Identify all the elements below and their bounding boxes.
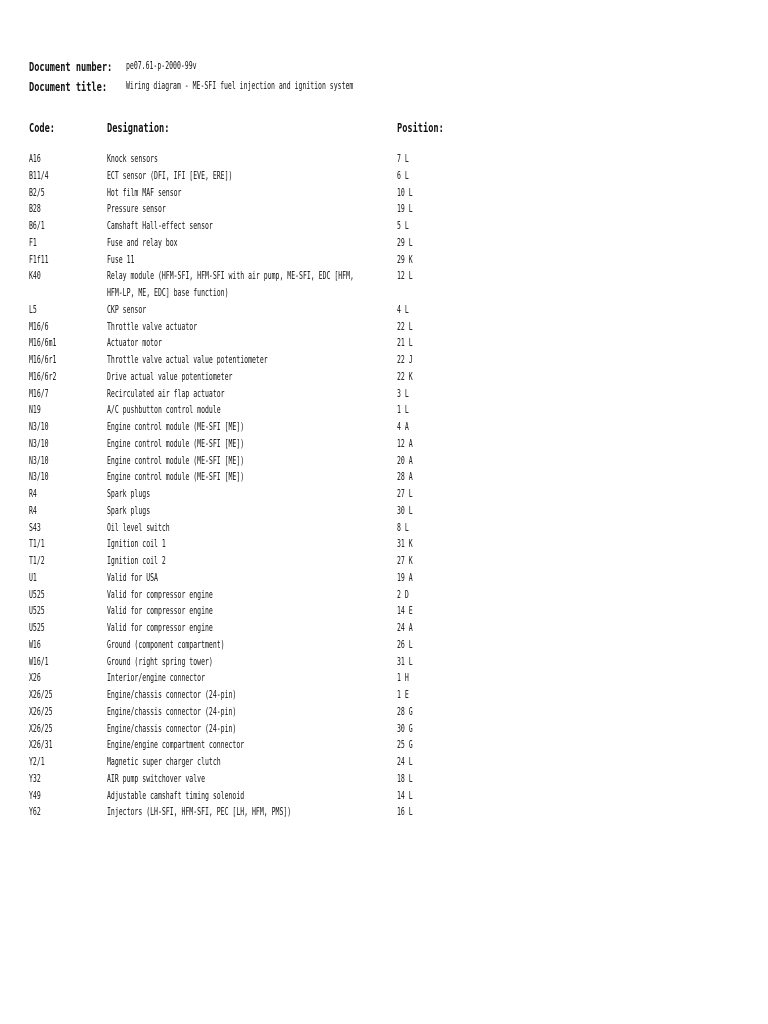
table-row: [0, 419, 768, 436]
row-position: 12 L: [397, 270, 413, 283]
row-designation-line: Adjustable camshaft timing solenoid: [107, 789, 245, 802]
row-position: 22 K: [397, 370, 413, 383]
table-row: [0, 252, 768, 269]
table-row: [0, 453, 768, 470]
row-code: B6/1: [29, 220, 45, 232]
row-designation: [107, 788, 244, 805]
table-row: [0, 654, 768, 671]
row-designation-line: AIR pump switchover valve: [107, 772, 205, 785]
table-row: [0, 369, 768, 386]
row-designation: [107, 637, 225, 654]
row-code: A16: [29, 153, 41, 165]
row-designation-line: Engine control module (ME-SFI [ME]): [107, 421, 245, 433]
table-row: [0, 737, 768, 754]
row-code: W16: [29, 638, 41, 651]
row-position: 2 D: [397, 588, 409, 601]
row-designation-line: Hot film MAF sensor: [107, 186, 182, 199]
row-designation: [107, 453, 244, 470]
document-number-label: Document number:: [29, 60, 113, 74]
document-title-value: Wiring diagram - ME-SFI fuel injection and ignition system: [126, 80, 354, 92]
row-designation-line: Engine control module (ME-SFI [ME]): [107, 471, 245, 484]
table-row: [0, 637, 768, 654]
row-code: N3/10: [29, 437, 49, 450]
row-position: 3 L: [397, 387, 409, 400]
row-position: 27 K: [397, 555, 413, 567]
row-code: B2/5: [29, 186, 45, 199]
row-code: Y49: [29, 789, 41, 802]
row-position: 30 G: [397, 722, 413, 735]
row-designation-line: Spark plugs: [107, 488, 151, 500]
row-position: 30 L: [397, 504, 413, 517]
table-row: [0, 486, 768, 503]
row-code: U525: [29, 588, 45, 601]
table-row: [0, 319, 768, 336]
row-designation: [107, 235, 178, 252]
row-position: 27 L: [397, 488, 413, 500]
row-code: Y2/1: [29, 756, 45, 768]
row-position: 26 L: [397, 638, 413, 651]
table-row: [0, 704, 768, 721]
table-row: [0, 520, 768, 537]
row-position: 4 L: [397, 303, 409, 316]
row-designation-line: Interior/engine connector: [107, 672, 205, 685]
document-title-label: Document title:: [29, 80, 108, 94]
row-position: 12 A: [397, 437, 413, 450]
row-code: M16/7: [29, 387, 49, 400]
row-designation-line: ECT sensor (DFI, IFI [EVE, ERE]): [107, 169, 233, 182]
row-designation-line: Fuse 11: [107, 253, 135, 266]
row-designation-line: Recirculated air flap actuator: [107, 387, 225, 400]
row-code: Y32: [29, 772, 41, 785]
row-designation-line: Throttle valve actual value potentiometer: [107, 354, 268, 366]
row-designation: [107, 570, 158, 587]
row-designation-line: Pressure sensor: [107, 203, 166, 216]
row-code: F1f11: [29, 253, 49, 266]
table-row: [0, 587, 768, 604]
row-designation: [107, 704, 236, 721]
table-row: [0, 503, 768, 520]
row-designation: [107, 469, 244, 486]
table-row: [0, 721, 768, 738]
row-designation-line: CKP sensor: [107, 303, 147, 316]
row-position: 7 L: [397, 153, 409, 165]
row-code: Y62: [29, 806, 41, 819]
row-designation: [107, 754, 221, 771]
row-position: 29 L: [397, 236, 413, 249]
row-code: M16/6r2: [29, 370, 57, 383]
row-designation-line: Engine/chassis connector (24-pin): [107, 689, 237, 701]
row-designation-line: Camshaft Hall-effect sensor: [107, 220, 213, 232]
row-designation-line: Engine/chassis connector (24-pin): [107, 722, 237, 735]
row-designation-line: Actuator motor: [107, 337, 162, 350]
row-code: N19: [29, 404, 41, 417]
table-row: [0, 620, 768, 637]
row-designation: [107, 771, 205, 788]
row-designation: [107, 369, 232, 386]
row-designation-line: Ignition coil 2: [107, 555, 166, 567]
table-row: [0, 352, 768, 369]
row-position: 8 L: [397, 521, 409, 534]
row-designation-line: Knock sensors: [107, 153, 158, 165]
row-designation-line: Engine control module (ME-SFI [ME]): [107, 454, 245, 467]
table-row: [0, 185, 768, 202]
row-position: 1 E: [397, 689, 409, 701]
table-row: [0, 570, 768, 587]
table-row: [0, 386, 768, 403]
row-position: 24 L: [397, 756, 413, 768]
row-code: K40: [29, 270, 41, 283]
row-position: 6 L: [397, 169, 409, 182]
row-position: 19 L: [397, 203, 413, 216]
table-row: [0, 553, 768, 570]
table-row: [0, 469, 768, 486]
row-designation: [107, 201, 166, 218]
row-position: 14 E: [397, 605, 413, 618]
row-designation: [107, 419, 244, 436]
row-designation-line: Drive actual value potentiometer: [107, 370, 233, 383]
row-designation-line: Ground (component compartment): [107, 638, 225, 651]
row-code: T1/1: [29, 538, 45, 551]
row-designation: [107, 386, 225, 403]
row-designation: [107, 654, 213, 671]
designation-column-header: Designation:: [107, 121, 170, 135]
row-designation-line: Throttle valve actuator: [107, 320, 198, 333]
row-designation: [107, 402, 221, 419]
row-designation: [107, 486, 150, 503]
table-row: [0, 603, 768, 620]
row-position: 31 K: [397, 538, 413, 551]
row-designation-line: Engine/engine compartment connector: [107, 739, 245, 752]
row-designation: [107, 185, 181, 202]
table-row: [0, 804, 768, 821]
code-column-header: Code:: [29, 121, 56, 135]
table-row: [0, 402, 768, 419]
row-designation: [107, 218, 213, 235]
row-position: 28 G: [397, 705, 413, 718]
table-row: [0, 771, 768, 788]
row-designation-line: A/C pushbutton control module: [107, 404, 221, 417]
row-position: 22 J: [397, 354, 413, 366]
row-position: 18 L: [397, 772, 413, 785]
row-code: W16/1: [29, 655, 49, 668]
row-code: N3/10: [29, 421, 49, 433]
row-designation: [107, 503, 150, 520]
document-number-value: pe07.61-p-2000-99v: [126, 60, 197, 72]
row-code: X26/25: [29, 705, 53, 718]
row-designation: [107, 335, 162, 352]
row-designation: [107, 804, 291, 821]
row-position: 5 L: [397, 220, 409, 232]
row-designation: [107, 302, 146, 319]
row-code: R4: [29, 488, 37, 500]
document-number-row: [29, 59, 197, 74]
table-row: [0, 788, 768, 805]
row-designation: [107, 687, 236, 704]
row-position: 21 L: [397, 337, 413, 350]
row-code: S43: [29, 521, 41, 534]
row-designation: [107, 721, 236, 738]
row-designation: [107, 603, 213, 620]
table-row: [0, 754, 768, 771]
table-row: [0, 151, 768, 168]
table-row: [0, 436, 768, 453]
row-designation: [107, 670, 205, 687]
row-designation: [107, 436, 244, 453]
row-code: X26/31: [29, 739, 53, 752]
row-position: 16 L: [397, 806, 413, 819]
row-designation-line: Valid for USA: [107, 571, 158, 584]
component-table: [0, 151, 768, 821]
row-designation-line: Valid for compressor engine: [107, 605, 213, 618]
row-designation-line: Valid for compressor engine: [107, 588, 213, 601]
row-designation-line: Relay module (HFM-SFI, HFM-SFI with air pump, ME-SFI, EDC [HFM,: [107, 270, 354, 283]
row-code: X26: [29, 672, 41, 685]
row-code: T1/2: [29, 555, 45, 567]
row-designation-line: Injectors (LH-SFI, HFM-SFI, PEC [LH, HFM, PMS]): [107, 806, 292, 819]
row-code: B11/4: [29, 169, 49, 182]
row-position: 1 L: [397, 404, 409, 417]
row-position: 10 L: [397, 186, 413, 199]
row-position: 22 L: [397, 320, 413, 333]
position-column-header: Position:: [397, 121, 444, 135]
row-designation-line: Oil level switch: [107, 521, 170, 534]
row-code: U1: [29, 571, 37, 584]
table-row: [0, 235, 768, 252]
row-designation: [107, 737, 244, 754]
row-designation: [107, 151, 158, 168]
table-row: [0, 536, 768, 553]
table-row: [0, 268, 768, 302]
row-code: M16/6: [29, 320, 49, 333]
row-code: N3/10: [29, 454, 49, 467]
row-code: M16/6m1: [29, 337, 57, 350]
row-designation-line: Spark plugs: [107, 504, 151, 517]
row-position: 4 A: [397, 421, 409, 433]
row-code: M16/6r1: [29, 354, 57, 366]
row-position: 25 G: [397, 739, 413, 752]
row-designation-line: Valid for compressor engine: [107, 622, 213, 634]
table-row: [0, 168, 768, 185]
row-designation: [107, 587, 213, 604]
row-designation: [107, 352, 268, 369]
row-designation-line: Magnetic super charger clutch: [107, 756, 221, 768]
row-designation-line-2: HFM-LP, ME, EDC] base function): [107, 287, 229, 299]
row-code: N3/10: [29, 471, 49, 484]
row-position: 24 A: [397, 622, 413, 634]
row-code: L5: [29, 303, 37, 316]
row-code: U525: [29, 622, 45, 634]
table-row: [0, 687, 768, 704]
row-designation: [107, 520, 170, 537]
row-position: 29 K: [397, 253, 413, 266]
row-position: 19 A: [397, 571, 413, 584]
row-designation: [107, 168, 232, 185]
row-position: 31 L: [397, 655, 413, 668]
row-position: 1 H: [397, 672, 409, 685]
row-code: U525: [29, 605, 45, 618]
row-designation-line: Engine/chassis connector (24-pin): [107, 705, 237, 718]
row-code: R4: [29, 504, 37, 517]
table-row: [0, 201, 768, 218]
row-designation-line: Engine control module (ME-SFI [ME]): [107, 437, 245, 450]
document-title-row: [29, 79, 354, 94]
row-code: B28: [29, 203, 41, 216]
row-code: F1: [29, 236, 37, 249]
table-row: [0, 302, 768, 319]
table-row: [0, 218, 768, 235]
row-position: 28 A: [397, 471, 413, 484]
table-row: [0, 670, 768, 687]
row-position: 20 A: [397, 454, 413, 467]
row-designation: [107, 252, 134, 269]
row-designation: [107, 319, 197, 336]
row-designation: [107, 553, 166, 570]
row-designation: [107, 268, 354, 302]
row-code: X26/25: [29, 689, 53, 701]
row-designation-line: Ground (right spring tower): [107, 655, 213, 668]
row-designation-line: Ignition coil 1: [107, 538, 166, 551]
row-designation: [107, 536, 166, 553]
row-code: X26/25: [29, 722, 53, 735]
table-row: [0, 335, 768, 352]
row-position: 14 L: [397, 789, 413, 802]
row-designation: [107, 620, 213, 637]
row-designation-line: Fuse and relay box: [107, 236, 178, 249]
